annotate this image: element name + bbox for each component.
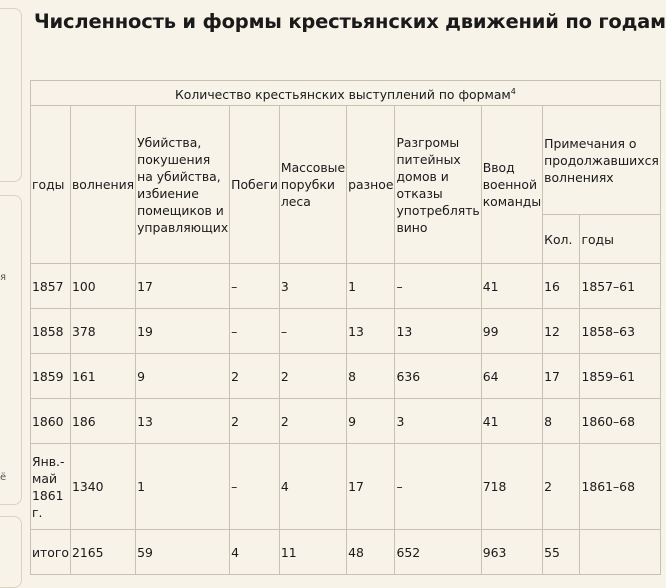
table-row [31,399,661,444]
cell-logging: 2 [279,399,346,444]
cell-unrest: 378 [70,309,135,354]
cell-troops: 41 [481,399,542,444]
cell-other: 8 [347,354,395,399]
table-header-row [31,106,661,215]
cell-other: 48 [347,530,395,575]
cell-count: 16 [543,264,580,309]
cell-logging: 2 [279,354,346,399]
cell-count: 12 [543,309,580,354]
cell-other: 13 [347,309,395,354]
cell-count: 2 [543,444,580,530]
cell-years [580,530,660,575]
table-row [31,264,661,309]
cell-taverns: 13 [395,309,481,354]
col-header-notes: Примечания о продолжавшихся волнениях [543,106,661,215]
cell-other: 9 [347,399,395,444]
group-header-text: Количество крестьянских выступлений по формам [174,87,511,103]
cell-flight: 2 [230,399,280,444]
cell-unrest: 186 [70,399,135,444]
col-header-troops: Ввод военной команды [481,106,542,264]
cell-unrest: 2165 [70,530,135,575]
cell-logging: 11 [279,530,346,575]
col-header-year: годы [31,106,71,264]
cell-murders: 13 [136,399,230,444]
cell-unrest: 100 [70,264,135,309]
cell-troops: 963 [481,530,542,575]
cell-taverns: 652 [395,530,481,575]
col-header-murders: Убийства, покушения на убийства, избиение помещиков и управляющих [136,106,230,264]
cell-years: 1858–63 [580,309,660,354]
cell-years: 1857–61 [580,264,660,309]
table-row [31,444,661,530]
cell-troops: 99 [481,309,542,354]
peasant-movements-table [30,80,661,575]
cell-taverns: – [395,444,481,530]
cell-logging: 4 [279,444,346,530]
cell-other: 1 [347,264,395,309]
cell-flight: 4 [230,530,280,575]
group-header [31,81,661,106]
cell-year: 1857 [31,264,71,309]
cell-year: 1859 [31,354,71,399]
page-title: Численность и формы крестьянских движений по годам [34,10,666,33]
cell-taverns: 636 [395,354,481,399]
table-header-row [31,81,661,106]
cell-murders: 1 [136,444,230,530]
cell-murders: 19 [136,309,230,354]
cell-flight: – [230,444,280,530]
sidebar-card-middle[interactable] [0,195,22,505]
table-row [31,354,661,399]
cell-unrest: 1340 [70,444,135,530]
cell-troops: 718 [481,444,542,530]
cell-taverns: – [395,264,481,309]
col-header-unrest: волнения [70,106,135,264]
sidebar-card-bottom[interactable] [0,516,22,588]
cell-troops: 41 [481,264,542,309]
cell-years: 1861–68 [580,444,660,530]
cell-count: 55 [543,530,580,575]
table-row-total [31,530,661,575]
cell-count: 17 [543,354,580,399]
sidebar-glyph: ё [0,472,7,483]
cell-count: 8 [543,399,580,444]
cell-murders: 9 [136,354,230,399]
cell-years: 1859–61 [580,354,660,399]
cell-flight: – [230,264,280,309]
col-header-taverns: Разгромы питейных домов и отказы употреблять вино [395,106,481,264]
cell-flight: – [230,309,280,354]
footnote-marker: 4 [510,87,516,96]
cell-murders: 17 [136,264,230,309]
cell-flight: 2 [230,354,280,399]
sidebar-glyph: я [0,272,7,283]
cell-troops: 64 [481,354,542,399]
col-header-logging: Массовые порубки леса [279,106,346,264]
cell-logging: – [279,309,346,354]
cell-taverns: 3 [395,399,481,444]
cell-year: 1860 [31,399,71,444]
table-row [31,309,661,354]
col-header-count: Кол. [543,215,580,264]
cell-other: 17 [347,444,395,530]
cell-murders: 59 [136,530,230,575]
cell-logging: 3 [279,264,346,309]
sidebar-card-top[interactable] [0,8,22,182]
col-header-other: разное [347,106,395,264]
col-header-flight: Побеги [230,106,280,264]
cell-years: 1860–68 [580,399,660,444]
cell-year: итого [31,530,71,575]
cell-unrest: 161 [70,354,135,399]
cell-year: 1858 [31,309,71,354]
col-header-years: годы [580,215,660,264]
cell-year: Янв.-май 1861 г. [31,444,71,530]
